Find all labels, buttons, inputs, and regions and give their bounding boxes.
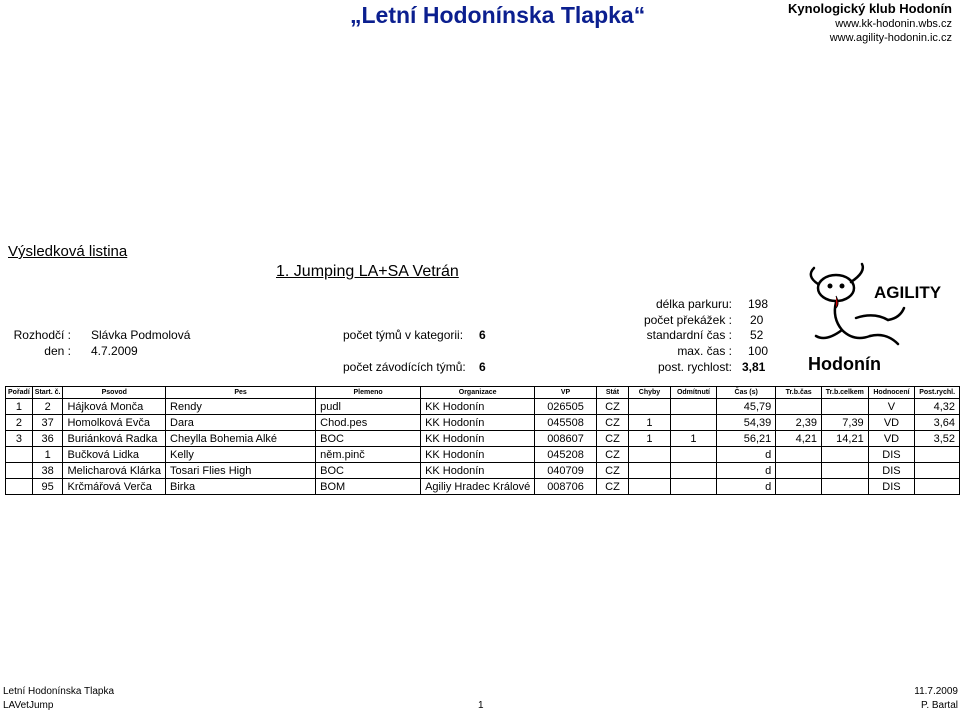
event-date: 4.7.2009 — [91, 344, 138, 358]
results-table — [5, 386, 960, 495]
table-cell: 4,21 — [776, 431, 822, 447]
obstacles-label: počet překážek : — [643, 313, 732, 327]
table-cell: 56,21 — [717, 431, 776, 447]
table-cell — [776, 447, 822, 463]
table-cell: 008706 — [535, 479, 597, 495]
table-cell — [776, 479, 822, 495]
table-cell: 026505 — [535, 399, 597, 415]
table-row — [6, 431, 960, 447]
table-cell: d — [717, 447, 776, 463]
header-cas: Čas (s) — [717, 387, 776, 399]
logo-text-hodonin: Hodonín — [808, 354, 881, 374]
table-cell: 2 — [6, 415, 33, 431]
table-row — [6, 399, 960, 415]
table-cell: 040709 — [535, 463, 597, 479]
teams-running-value: 6 — [479, 360, 486, 374]
teams-category-label: počet týmů v kategorii: — [343, 328, 464, 342]
table-cell: Hájková Monča — [63, 399, 166, 415]
table-cell: 37 — [32, 415, 63, 431]
club-url-2[interactable]: www.agility-hodonin.ic.cz — [829, 32, 952, 44]
table-cell: CZ — [596, 463, 628, 479]
table-cell — [915, 463, 960, 479]
table-row — [6, 463, 960, 479]
table-cell: KK Hodonín — [421, 399, 535, 415]
table-cell: KK Hodonín — [421, 463, 535, 479]
table-cell: DIS — [868, 463, 915, 479]
table-cell — [776, 463, 822, 479]
table-cell: BOC — [316, 431, 421, 447]
judge-name: Slávka Podmolová — [91, 328, 191, 342]
header-pes: Pes — [166, 387, 316, 399]
table-cell: d — [717, 463, 776, 479]
standard-time-label: standardní čas : — [646, 328, 732, 342]
table-cell — [822, 463, 869, 479]
table-cell: Krčmářová Verča — [63, 479, 166, 495]
table-cell: 1 — [32, 447, 63, 463]
table-cell — [629, 447, 671, 463]
table-cell: Cheylla Bohemia Alké — [166, 431, 316, 447]
header-stat: Stát — [596, 387, 628, 399]
course-length-label: délka parkuru: — [655, 297, 732, 311]
table-cell: d — [717, 479, 776, 495]
table-cell: 36 — [32, 431, 63, 447]
table-cell: DIS — [868, 447, 915, 463]
table-cell: BOM — [316, 479, 421, 495]
table-cell — [6, 463, 33, 479]
table-cell: 14,21 — [822, 431, 869, 447]
table-cell — [670, 479, 716, 495]
footer-page-number: 1 — [478, 700, 484, 711]
table-cell: CZ — [596, 479, 628, 495]
table-cell: CZ — [596, 415, 628, 431]
footer-author: P. Bartal — [920, 700, 958, 711]
speed-value: 3,81 — [742, 360, 766, 374]
table-cell — [915, 447, 960, 463]
table-cell: CZ — [596, 399, 628, 415]
results-heading: Výsledková listina — [8, 243, 128, 260]
table-cell: Buriánková Radka — [63, 431, 166, 447]
table-cell: 54,39 — [717, 415, 776, 431]
table-cell: Kelly — [166, 447, 316, 463]
header-trb-celkem: Tr.b.celkem — [822, 387, 869, 399]
table-cell: Chod.pes — [316, 415, 421, 431]
header-vp: VP — [535, 387, 597, 399]
header-psovod: Psovod — [63, 387, 166, 399]
table-cell: pudl — [316, 399, 421, 415]
table-row — [6, 415, 960, 431]
table-cell: 38 — [32, 463, 63, 479]
table-cell: 45,79 — [717, 399, 776, 415]
table-header-row — [6, 387, 960, 399]
table-cell — [629, 463, 671, 479]
table-row — [6, 447, 960, 463]
teams-running-label: počet závodících týmů: — [343, 360, 466, 374]
table-cell: VD — [868, 415, 915, 431]
table-cell: 95 — [32, 479, 63, 495]
table-cell: 3,52 — [915, 431, 960, 447]
table-cell — [670, 399, 716, 415]
table-cell: DIS — [868, 479, 915, 495]
table-cell: Homolková Evča — [63, 415, 166, 431]
date-label: den : — [44, 344, 71, 358]
header-odmitnuti: Odmítnutí — [670, 387, 716, 399]
table-cell — [915, 479, 960, 495]
table-cell: 3,64 — [915, 415, 960, 431]
table-cell — [670, 415, 716, 431]
header-plemeno: Plemeno — [316, 387, 421, 399]
teams-category-value: 6 — [479, 328, 486, 342]
obstacles-value: 20 — [750, 313, 764, 327]
table-cell — [822, 399, 869, 415]
table-cell: CZ — [596, 447, 628, 463]
header-post-rychl: Post.rychl. — [915, 387, 960, 399]
header-chyby: Chyby — [629, 387, 671, 399]
table-cell: KK Hodonín — [421, 431, 535, 447]
speed-label: post. rychlost: — [657, 360, 732, 374]
table-cell — [670, 447, 716, 463]
table-cell: CZ — [596, 431, 628, 447]
table-cell: Tosari Flies High — [166, 463, 316, 479]
table-cell: 1 — [629, 415, 671, 431]
table-cell: 2,39 — [776, 415, 822, 431]
club-url-1[interactable]: www.kk-hodonin.wbs.cz — [835, 18, 952, 30]
table-cell — [629, 399, 671, 415]
table-cell: 045208 — [535, 447, 597, 463]
document-title: „Letní Hodonínska Tlapka“ — [350, 2, 646, 28]
club-name: Kynologický klub Hodonín — [788, 1, 952, 16]
footer-sheet-name: LAVetJump — [3, 700, 54, 711]
table-cell: Rendy — [166, 399, 316, 415]
header-organizace: Organizace — [421, 387, 535, 399]
results-body — [6, 399, 960, 495]
header-start: Start. č. — [32, 387, 63, 399]
table-cell: 1 — [629, 431, 671, 447]
table-cell: 008607 — [535, 431, 597, 447]
table-cell: 045508 — [535, 415, 597, 431]
table-cell: Dara — [166, 415, 316, 431]
header-poradi: Pořadí — [6, 387, 33, 399]
course-length-value: 198 — [748, 297, 769, 311]
event-title: 1. Jumping LA+SA Vetrán — [276, 263, 459, 280]
table-cell: 1 — [6, 399, 33, 415]
table-cell — [822, 479, 869, 495]
table-cell: Melicharová Klárka — [63, 463, 166, 479]
standard-time-value: 52 — [750, 328, 764, 342]
footer-event-name: Letní Hodonínska Tlapka — [3, 686, 115, 697]
table-row — [6, 479, 960, 495]
table-cell: BOC — [316, 463, 421, 479]
table-cell — [629, 479, 671, 495]
header-trb-cas: Tr.b.čas — [776, 387, 822, 399]
header-hodnoceni: Hodnocení — [868, 387, 915, 399]
table-cell: KK Hodonín — [421, 415, 535, 431]
table-cell: 7,39 — [822, 415, 869, 431]
table-cell: Bučková Lidka — [63, 447, 166, 463]
table-cell — [670, 463, 716, 479]
table-cell: něm.pinč — [316, 447, 421, 463]
table-cell: 4,32 — [915, 399, 960, 415]
agility-logo — [796, 258, 942, 376]
table-cell: 1 — [670, 431, 716, 447]
table-cell — [822, 447, 869, 463]
table-cell: V — [868, 399, 915, 415]
table-cell: 3 — [6, 431, 33, 447]
table-cell: VD — [868, 431, 915, 447]
table-cell: Birka — [166, 479, 316, 495]
table-cell — [6, 479, 33, 495]
table-cell — [776, 399, 822, 415]
judge-label: Rozhodčí : — [13, 328, 71, 342]
table-cell — [6, 447, 33, 463]
table-cell: Agiliy Hradec Králové — [421, 479, 535, 495]
max-time-label: max. čas : — [677, 344, 732, 358]
footer-date: 11.7.2009 — [914, 686, 958, 697]
max-time-value: 100 — [748, 344, 769, 358]
logo-text-agility: AGILITY — [874, 283, 942, 302]
table-cell: KK Hodonín — [421, 447, 535, 463]
table-cell: 2 — [32, 399, 63, 415]
